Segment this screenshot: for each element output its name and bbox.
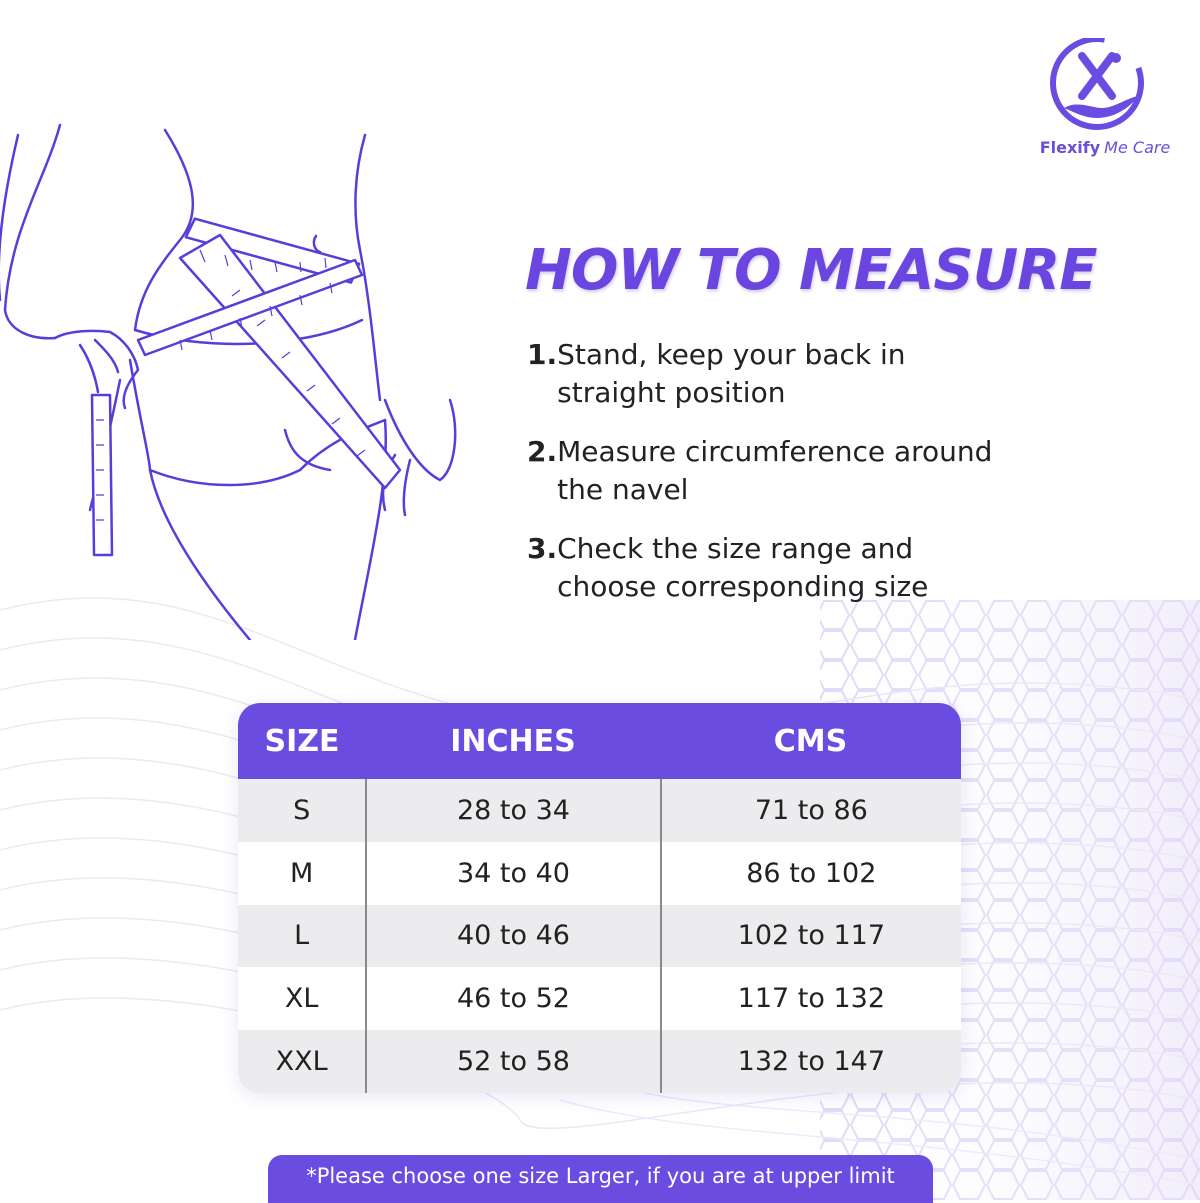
instruction-steps — [527, 336, 1007, 627]
cell-size: L — [238, 905, 367, 968]
step-text: Measure circumference around the navel — [557, 435, 993, 506]
step-item — [527, 336, 1007, 412]
header-size: SIZE — [264, 723, 340, 759]
page-title: HOW TO MEASURE — [525, 238, 1097, 303]
step-item — [527, 530, 1007, 606]
cell-cms: 117 to 132 — [737, 983, 885, 1015]
table-row — [238, 967, 961, 1030]
cell-inches: 28 to 34 — [367, 779, 661, 842]
table-row — [238, 905, 961, 968]
flexify-logo-icon — [1042, 38, 1152, 138]
header-cms: CMS — [773, 723, 848, 759]
cell-cms: 132 to 147 — [737, 1046, 885, 1078]
table-row — [238, 1030, 961, 1093]
table-body — [238, 779, 961, 1093]
cell-size: M — [238, 842, 367, 905]
size-chart-table — [238, 703, 961, 1093]
brand-name: Flexify Me Care — [1039, 138, 1171, 157]
cell-cms: 86 to 102 — [746, 857, 877, 889]
cell-inches: 34 to 40 — [367, 842, 661, 905]
footer-note: *Please choose one size Larger, if you are at upper limit — [268, 1155, 933, 1203]
cell-size: XL — [238, 967, 367, 1030]
brand-logo — [1020, 38, 1190, 168]
cell-cms: 102 to 117 — [737, 920, 885, 952]
step-number: 2. — [527, 435, 558, 468]
cell-inches: 40 to 46 — [367, 905, 661, 968]
step-number: 1. — [527, 338, 558, 371]
cell-cms: 71 to 86 — [754, 794, 868, 826]
header-inches: INCHES — [450, 723, 576, 759]
table-row — [238, 779, 961, 842]
cell-inches: 46 to 52 — [367, 967, 661, 1030]
cell-size: S — [238, 779, 367, 842]
step-text: Check the size range and choose corresponding size — [557, 532, 929, 603]
table-header — [238, 703, 961, 779]
cell-size: XXL — [238, 1030, 367, 1093]
cell-inches: 52 to 58 — [367, 1030, 661, 1093]
step-number: 3. — [527, 532, 558, 565]
waist-measure-illustration — [0, 120, 480, 640]
step-item — [527, 433, 1007, 509]
step-text: Stand, keep your back in straight position — [557, 338, 906, 409]
table-row — [238, 842, 961, 905]
